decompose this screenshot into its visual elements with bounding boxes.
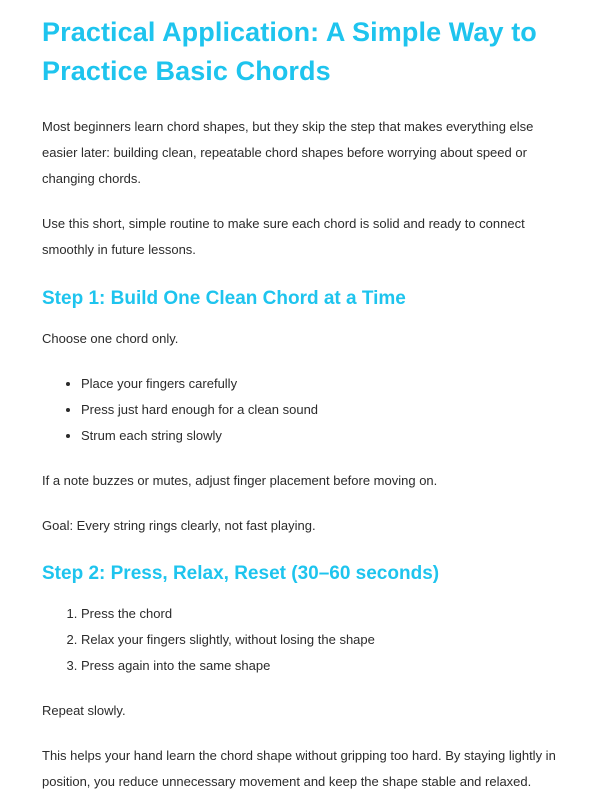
step1-lead: Choose one chord only. <box>42 331 179 346</box>
step2-note: This helps your hand learn the chord shape without gripping too hard. By staying lightly in position, you reduce unnecessary movement and keep the shape stable and relaxed. <box>42 748 556 789</box>
step1-goal: Goal: Every string rings clearly, not fast playing. <box>42 518 316 533</box>
step1-heading: Step 1: Build One Clean Chord at a Time <box>42 288 406 309</box>
list-item: • Press just hard enough for a clean sound <box>81 397 562 423</box>
list-item: 3. Press again into the same shape <box>81 653 562 679</box>
list-item: 1. Press the chord <box>81 601 562 627</box>
list-item: • Strum each string slowly <box>81 423 562 449</box>
list-item: 2. Relax your fingers slightly, without losing the shape <box>81 627 562 653</box>
list-item: • Place your fingers carefully <box>81 371 562 397</box>
article-title: Practical Application: A Simple Way to Practice Basic Chords <box>42 17 537 86</box>
intro-paragraph: Use this short, simple routine to make sure each chord is solid and ready to connect smoothly in future lessons. <box>42 216 525 257</box>
intro-paragraph: Most beginners learn chord shapes, but they skip the step that makes everything else easier later: building clean, repeatable chord shapes before worrying about speed or changing chords. <box>42 119 534 186</box>
step1-note: If a note buzzes or mutes, adjust finger placement before moving on. <box>42 473 438 488</box>
step2-repeat: Repeat slowly. <box>42 703 126 718</box>
step2-heading: Step 2: Press, Relax, Reset (30–60 seconds) <box>42 563 440 584</box>
article <box>42 10 562 795</box>
step1-bullet-list <box>42 371 562 449</box>
step2-numbered-list <box>42 601 562 679</box>
